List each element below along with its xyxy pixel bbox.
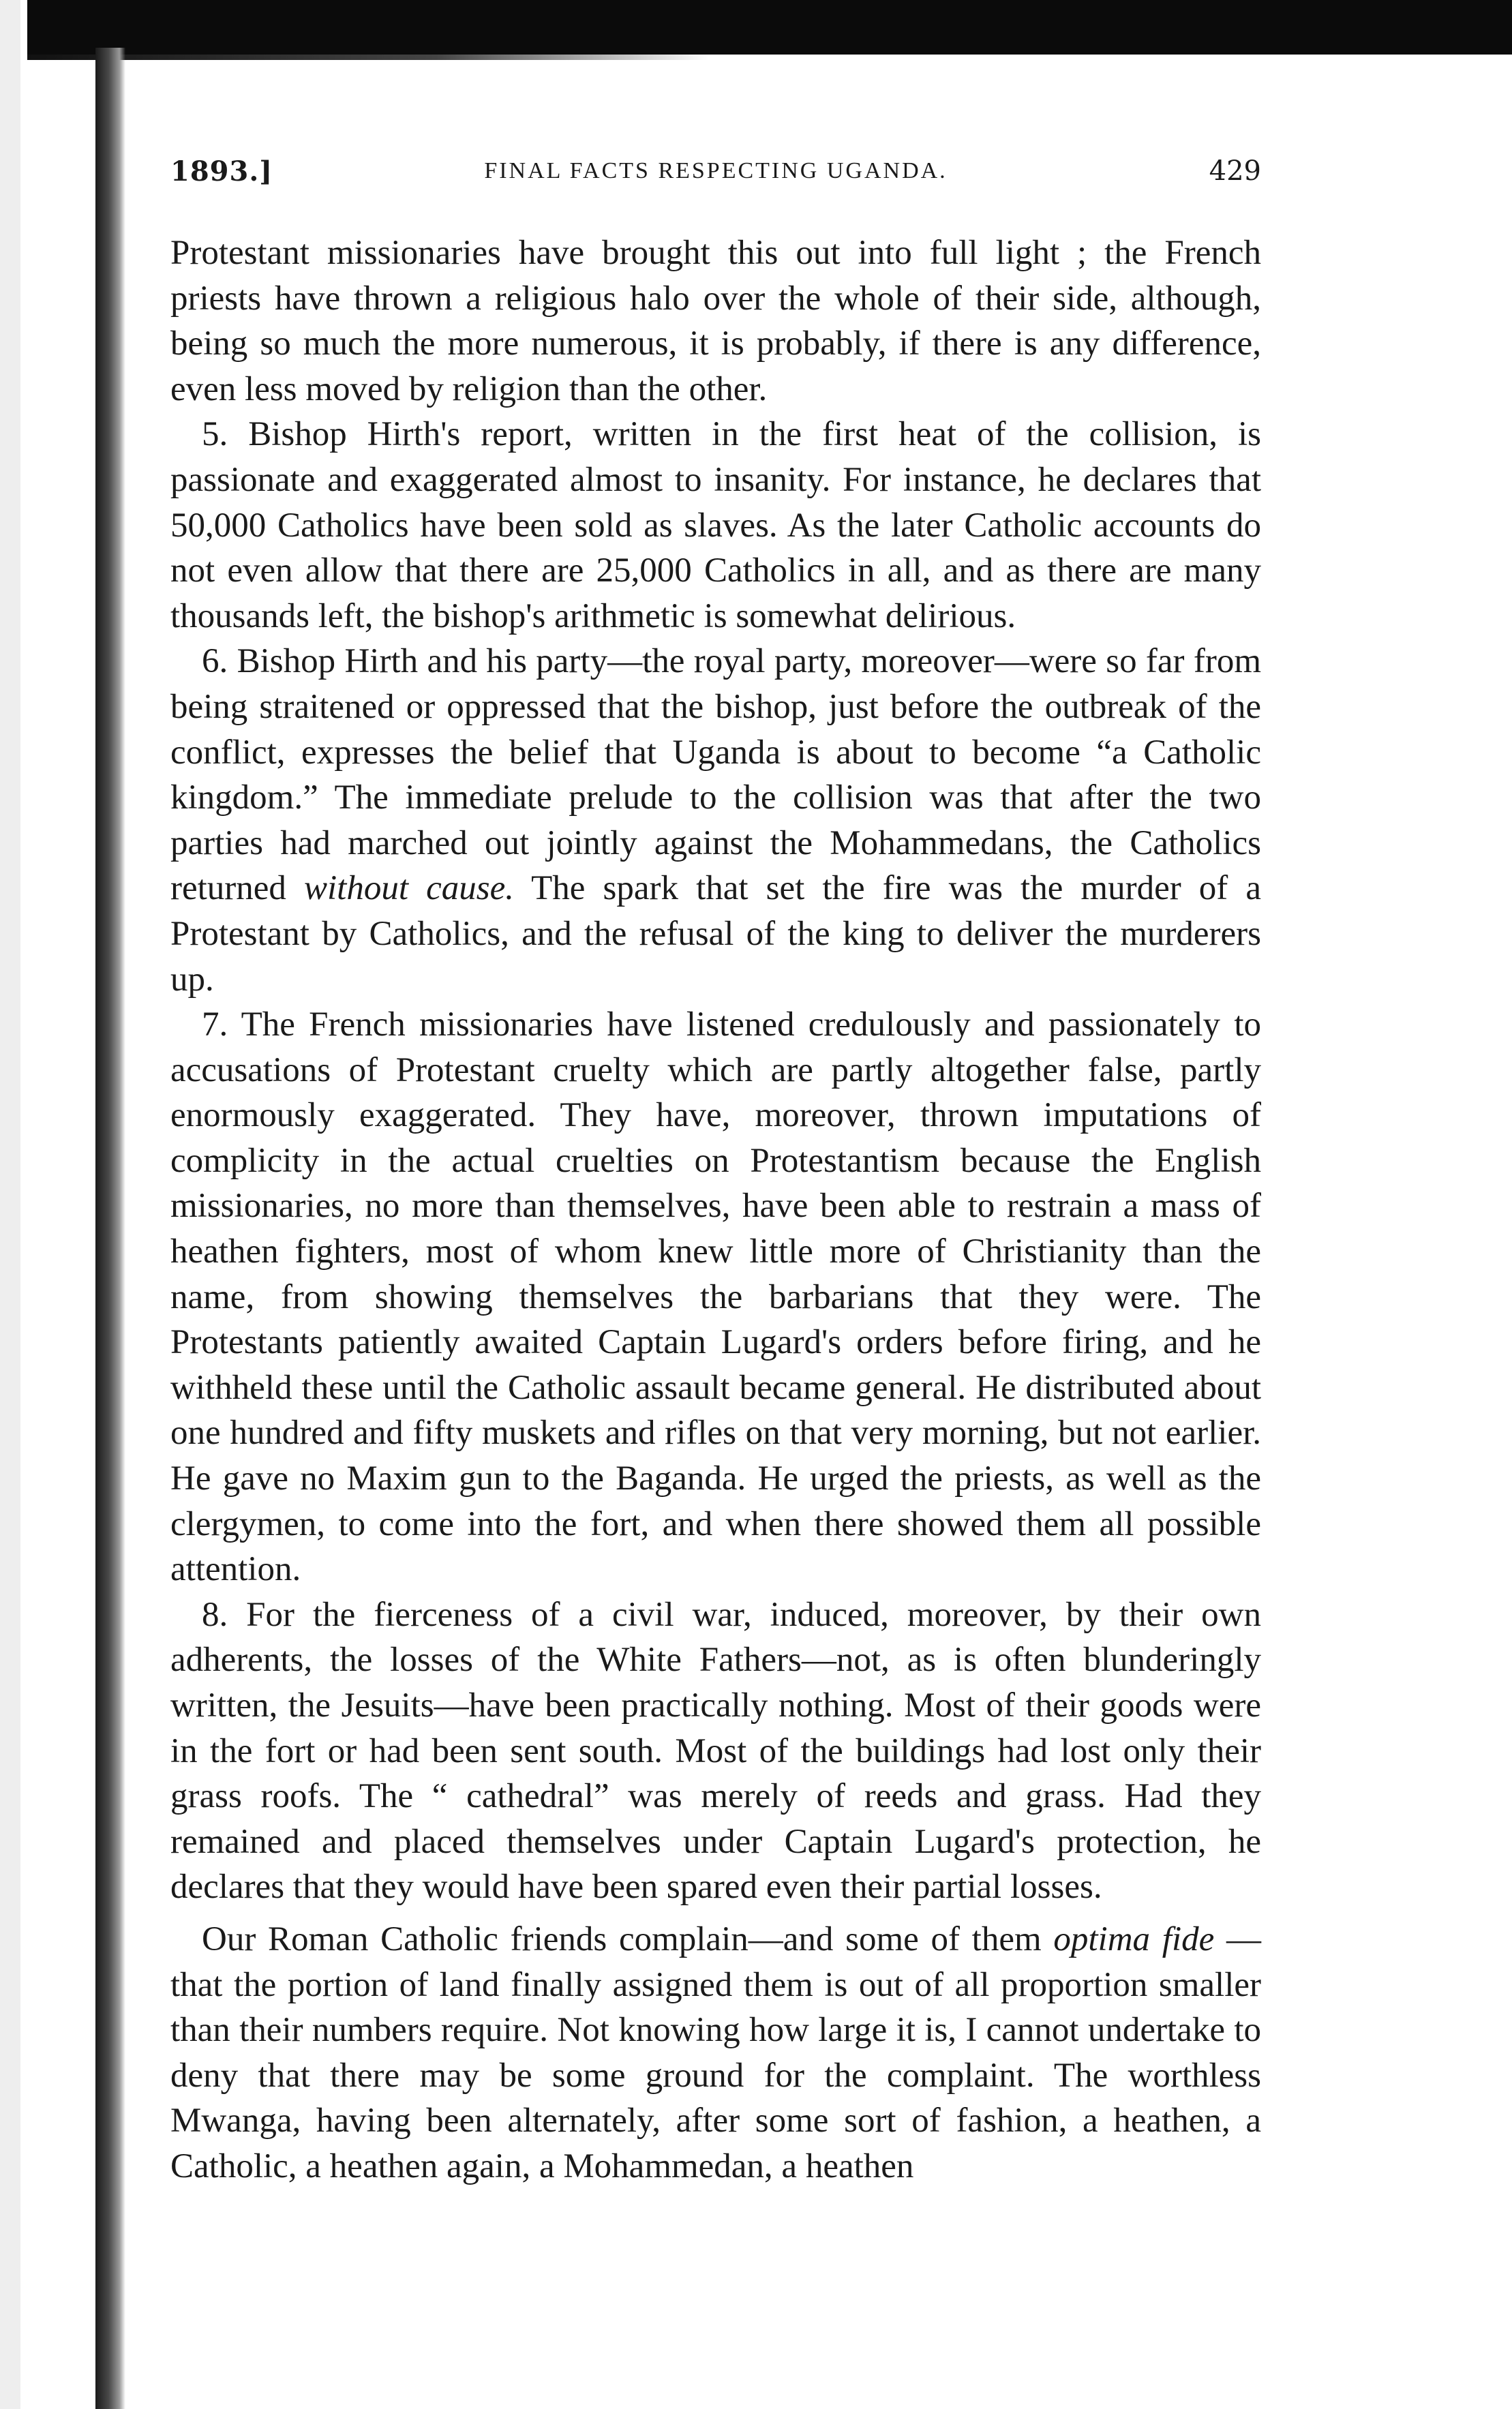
header-title: FINAL FACTS RESPECTING UGANDA. <box>484 158 948 183</box>
running-header <box>170 155 1261 196</box>
paragraph-complaint <box>170 1917 1261 2190</box>
scan-margin <box>0 0 20 2409</box>
article-body <box>170 230 1261 2190</box>
scan-top-border-shadow <box>27 55 709 60</box>
paragraph-continued: Protestant missionaries have brought this out into full light ; the French priests have thrown a religious halo over the whole of their side, although, being so much the more numerous, it is probably, if there is any difference, even less moved by religion than the other. <box>170 234 1261 408</box>
paragraph-point-7: 7. The French missionaries have listened credulously and passionately to accusations of Protestant cruelty which are partly altogether false, partly enormously exaggerated. They have, moreover, thrown imputations of complicity in the actual cruelties on Protestantism because the English missionaries, no more than themselves, have been able to restrain a mass of heathen fighters, most of whom knew little more of Christianity than the name, from showing themselves the barbarians that they were. The Protestants patiently awaited Captain Lugard's orders before firing, and he withheld these until the Catholic assault became general. He distributed about one hundred and fifty muskets and rifles on that very morning, but not earlier. He gave no Maxim gun to the Baganda. He urged the priests, as well as the clergymen, to come into the fort, and when there showed them all possible attention. <box>170 1005 1261 1589</box>
paragraph-point-5: 5. Bishop Hirth's report, written in the first heat of the collision, is passionate and exaggerated almost to insanity. For instance, he declares that 50,000 Catholics have been sold as slaves. As the later Catholic accounts do not even allow that there are 25,000 Catholics in all, and as there are many thousands left, the bishop's arithmetic is somewhat delirious. <box>170 415 1261 635</box>
page-number: 429 <box>1209 155 1261 187</box>
italic-phrase: optima fide <box>1053 1920 1215 1958</box>
scan-top-border <box>27 0 1512 55</box>
italic-phrase: without cause. <box>304 869 514 908</box>
paragraph-text: Our Roman Catholic friends complain—and some of them <box>202 1920 1054 1958</box>
paragraph-text: 6. Bishop Hirth and his party—the royal party, moreover—were so far from being straitened or oppressed that the bishop, just before the outbreak of the conflict, expresses the belief that Uganda is about to become “a Catholic kingdom.” The immediate prelude to the collision was that after the two parties had marched out jointly against the Mohammedans, the Catholics returned <box>170 642 1261 908</box>
paragraph-text: The spark that set the fire was the murder of a Protestant by Catholics, and the refusal of the king to deliver the murderers up. <box>170 869 1261 999</box>
paragraph-text: —that the portion of land finally assigned them is out of all proportion smaller than their numbers require. Not knowing how large it is, I cannot undertake to deny that there may be some ground for the complaint. The worthless Mwanga, having been alternately, after some sort of fashion, a heathen, a Catholic, a heathen again, a Mohammedan, a heathen <box>170 1920 1261 2185</box>
paragraph-point-6 <box>170 639 1261 1002</box>
book-spine-shadow <box>95 48 125 2409</box>
paragraph-point-8: 8. For the fierceness of a civil war, induced, moreover, by their own adherents, the losses of the White Fathers—not, as is often blunderingly written, the Jesuits—have been practically nothing. Most of their goods were in the fort or had been sent south. Most of the buildings had lost only their grass roofs. The “ cathedral” was merely of reeds and grass. Had they remained and placed themselves under Captain Lugard's protection, he declares that they would have been spared even their partial losses. <box>170 1595 1261 1907</box>
header-year: 1893.] <box>170 155 273 187</box>
